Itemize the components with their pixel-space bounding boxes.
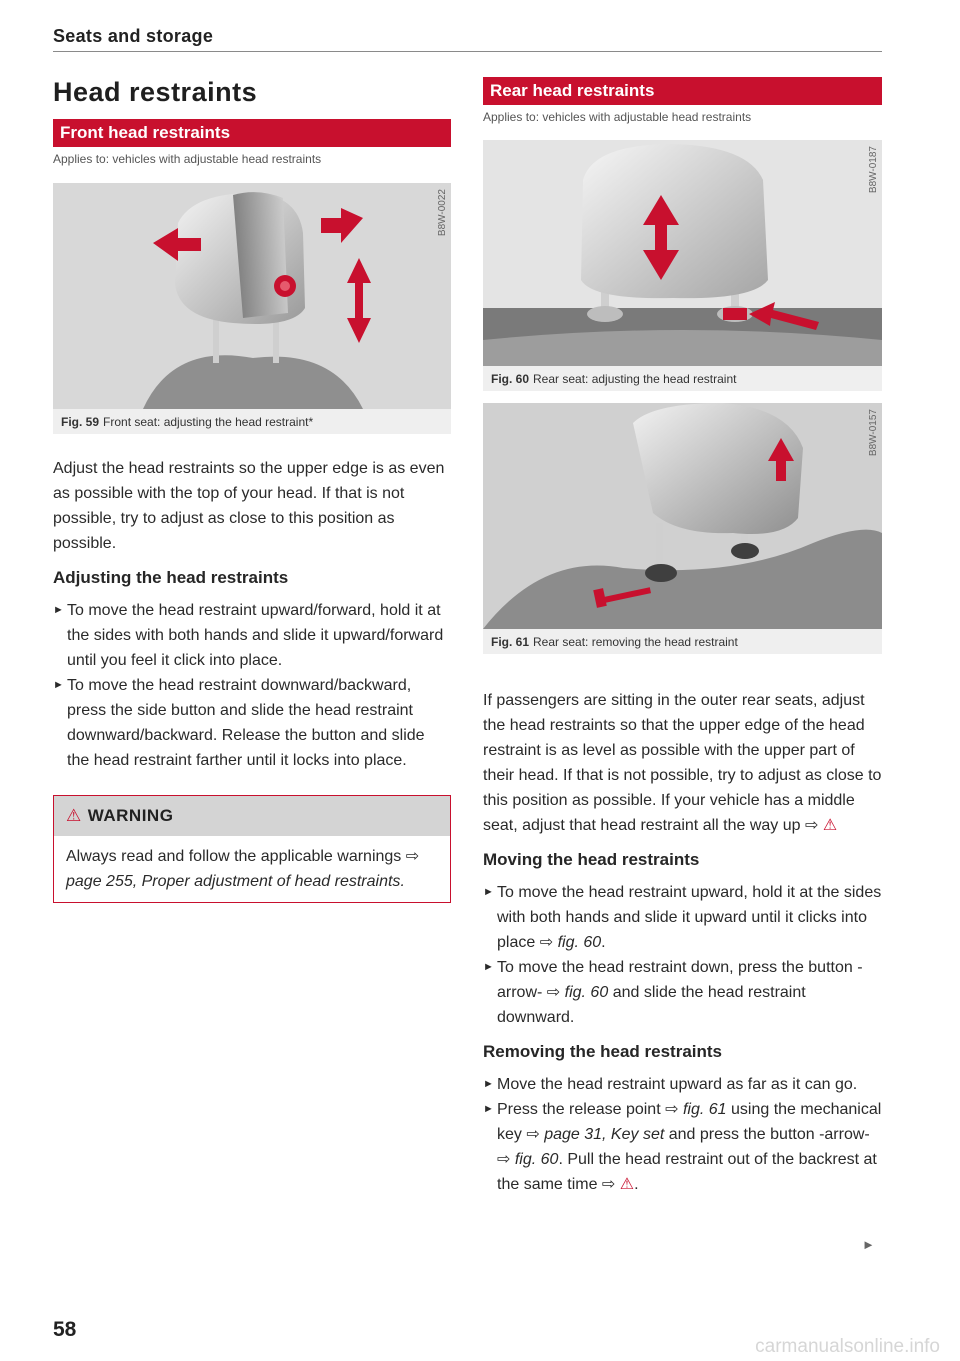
figure-61-caption <box>483 629 882 654</box>
list-item-text: Press the release point ⇨ <box>497 1101 679 1118</box>
warning-triangle-icon[interactable]: ⚠ <box>619 1176 635 1193</box>
figure-60-number: Fig. 60 <box>491 372 530 386</box>
triangle-bullet-icon: ► <box>53 604 64 616</box>
watermark: carmanualsonline.info <box>755 1336 940 1357</box>
triangle-bullet-icon: ► <box>483 961 494 973</box>
figure-59 <box>53 183 451 434</box>
warning-header <box>54 796 450 836</box>
list-item <box>483 955 882 1030</box>
applies-note: Applies to: vehicles with adjustable head restraints <box>53 152 322 166</box>
removing-steps <box>483 1072 882 1197</box>
list-item <box>53 673 451 773</box>
section-header: Seats and storage <box>53 26 214 46</box>
fig-60-link[interactable]: fig. 60 <box>557 934 602 951</box>
list-item: ► Press the release point ⇨ fig. 61 using the mechanical key ⇨ page 31, Key set and press the button -arrow- ⇨ fig. 60. Pull the head restraint out of the backrest at the same time ⇨ ⚠. <box>483 1097 882 1197</box>
continue-arrow-icon: ► <box>862 1237 875 1252</box>
list-item-text: To move the head restraint upward, hold it at the sides with both hands and slide it upward until it clicks into place ⇨ <box>497 884 882 951</box>
list-item <box>483 1072 882 1097</box>
moving-heading: Moving the head restraints <box>483 850 700 869</box>
page-number: 58 <box>53 1318 77 1341</box>
moving-steps <box>483 880 882 1030</box>
figure-61-caption-text: Rear seat: removing the head restraint <box>533 635 738 649</box>
list-item-text: Move the head restraint upward as far as it can go. <box>497 1076 858 1093</box>
figure-61-number: Fig. 61 <box>491 635 530 649</box>
figure-59-code: B8W-0022 <box>437 189 448 237</box>
header-rule <box>53 51 882 52</box>
right-column <box>483 77 882 1197</box>
warning-body <box>54 836 450 902</box>
figure-61-image <box>483 403 882 629</box>
figure-59-caption-text: Front seat: adjusting the head restraint* <box>103 415 314 429</box>
triangle-bullet-icon: ► <box>483 1078 494 1090</box>
front-head-restraints-heading: Front head restraints <box>53 119 451 147</box>
rear-intro-paragraph <box>483 688 882 838</box>
figure-61 <box>483 403 882 654</box>
fig-61-link[interactable]: fig. 61 <box>682 1101 727 1118</box>
fig-60-link[interactable]: fig. 60 <box>564 984 609 1001</box>
triangle-bullet-icon: ► <box>483 1103 494 1115</box>
figure-60-code: B8W-0187 <box>868 146 879 194</box>
removing-heading: Removing the head restraints <box>483 1042 723 1061</box>
list-item-text: and slide the head restraint downward. <box>497 984 806 1026</box>
warning-box <box>53 795 451 903</box>
key-set-link[interactable]: page 31, Key set <box>544 1126 665 1143</box>
triangle-bullet-icon: ► <box>53 679 64 691</box>
list-item-text: To move the head restraint down, press the button -arrow- ⇨ <box>497 959 863 1001</box>
warning-end: . <box>400 873 405 890</box>
warning-triangle-icon[interactable]: ⚠ <box>822 817 838 834</box>
figure-60-image <box>483 140 882 366</box>
adjusting-heading: Adjusting the head restraints <box>53 568 289 587</box>
left-column <box>53 72 451 903</box>
applies-note-rear: Applies to: vehicles with adjustable head restraints <box>483 110 752 124</box>
warning-link[interactable]: page 255, Proper adjustment of head restraints <box>66 873 401 890</box>
list-item-text: . Pull the head restraint out of the backrest at the same time ⇨ <box>497 1151 877 1193</box>
figure-61-code: B8W-0157 <box>868 409 879 457</box>
list-item-text: To move the head restraint downward/backward, press the side button and slide the head restraint downward/backward. Release the button and slide the head restraint farther until it locks into place. <box>67 677 425 769</box>
page-title: Head restraints <box>53 77 258 107</box>
triangle-bullet-icon: ► <box>483 886 494 898</box>
figure-59-number: Fig. 59 <box>61 415 100 429</box>
front-intro-paragraph: Adjust the head restraints so the upper edge is as even as possible with the top of your head. If that is not possible, try to adjust as close to this position as possible. <box>53 460 445 552</box>
warning-arrow: ⇨ <box>405 848 420 865</box>
warning-text: Always read and follow the applicable warnings <box>66 848 402 865</box>
list-item <box>53 598 451 673</box>
fig-60-link[interactable]: fig. 60 <box>514 1151 559 1168</box>
figure-59-image <box>53 183 451 409</box>
list-item-text: To move the head restraint upward/forward, hold it at the sides with both hands and slide it upward/forward until you feel it click into place. <box>67 602 444 669</box>
warning-label: WARNING <box>87 806 174 825</box>
list-item: ► To move the head restraint upward, hold it at the sides with both hands and slide it upward until it clicks into place ⇨ fig. 60. <box>483 880 882 955</box>
rear-intro-text: If passengers are sitting in the outer rear seats, adjust the head restraints so that the upper edge of the head restraint is as level as possible with the upper part of their head. If that is not possible, try to adjust as close to this position as possible. If your vehicle has a middle seat, adjust that head restraint all the way up ⇨ <box>483 692 882 834</box>
adjusting-steps <box>53 598 451 773</box>
rear-head-restraints-heading: Rear head restraints <box>483 77 882 105</box>
list-item-text: using the mechanical key ⇨ <box>497 1101 882 1143</box>
figure-60-caption <box>483 366 882 391</box>
list-item-text: and press the button -arrow- ⇨ <box>497 1126 870 1168</box>
warning-triangle-icon: ⚠ <box>66 806 82 825</box>
figure-60-caption-text: Rear seat: adjusting the head restraint <box>533 372 737 386</box>
figure-60 <box>483 140 882 391</box>
figure-59-caption <box>53 409 451 434</box>
